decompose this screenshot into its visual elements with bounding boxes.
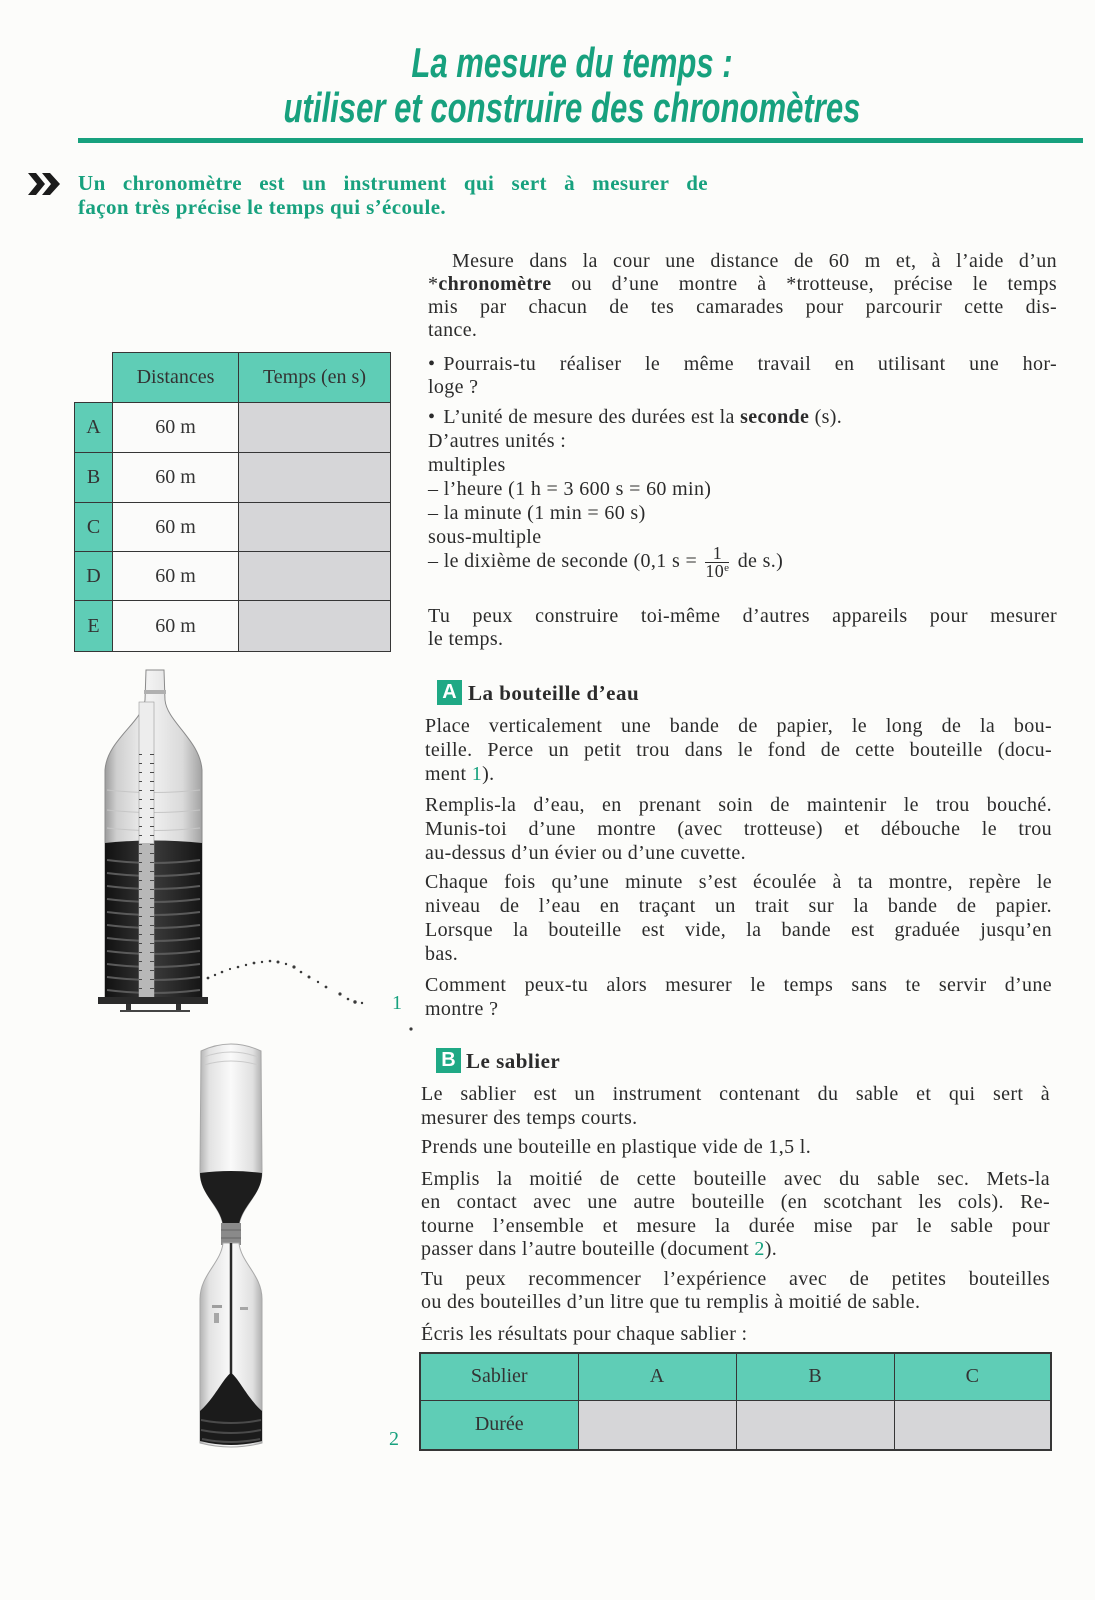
tape-joint	[221, 1223, 241, 1245]
text-line: Remplis-la d’eau, en prenant soin de maintenir le trou bouché.	[425, 794, 1052, 816]
text-line: mis par chacun de tes camarades pour parcourir cette dis-	[428, 296, 1057, 318]
text-line: Tu peux construire toi-même d’autres appareils pour mesurer	[428, 605, 1057, 627]
time-answer-cell[interactable]	[239, 453, 391, 503]
text-line	[428, 405, 1057, 429]
text-fragment: ).	[482, 763, 495, 785]
section-b-paragraph-5	[421, 1322, 1050, 1346]
unit-hour: – l’heure (1 h = 3 600 s = 60 min)	[428, 478, 712, 500]
bottle-hourglass-photo	[190, 1035, 280, 1480]
distance-table-header-row	[75, 353, 391, 403]
page-title-line-2: utiliser et construire des chronomètres	[283, 84, 861, 131]
table-corner	[75, 353, 113, 403]
header-distances: Distances	[113, 353, 239, 403]
term-chronometre: chronomètre	[438, 273, 552, 295]
row-label-duree: Durée	[420, 1400, 578, 1450]
denominator-superscript: e	[724, 561, 730, 574]
sablier-table	[419, 1352, 1052, 1451]
text-line: Place verticalement une bande de papier, le long de la bou-	[425, 715, 1052, 737]
section-b-paragraph-4	[421, 1268, 1050, 1314]
water-bottle-photo	[90, 660, 420, 1045]
table-row	[75, 403, 391, 453]
text-line: au-dessus d’un évier ou d’une cuvette.	[425, 842, 746, 864]
intro-line-2: façon très précise le temps qui s’écoule.	[78, 195, 447, 219]
table-row	[75, 453, 391, 503]
text-fragment: ).	[764, 1237, 778, 1260]
distance-cell: 60 m	[113, 601, 239, 652]
table-row	[75, 503, 391, 552]
distance-cell: 60 m	[113, 403, 239, 453]
fraction-one-tenth	[705, 542, 730, 581]
section-a-paragraph-2	[425, 793, 1052, 865]
figure-1-label: 1	[392, 992, 402, 1014]
duration-answer-cell-a[interactable]	[578, 1400, 736, 1450]
time-answer-cell[interactable]	[239, 552, 391, 601]
text-line: montre ?	[425, 998, 499, 1020]
distance-cell: 60 m	[113, 453, 239, 503]
water-jet	[207, 960, 413, 1031]
text-line: tourne l’ensemble et mesure la durée mise par le sable pour	[421, 1214, 1050, 1237]
text-line: mesurer des temps courts.	[421, 1107, 638, 1129]
header-sablier-b: B	[736, 1353, 894, 1400]
text-line: Chaque fois qu’une minute s’est écoulée à ta montre, repère le	[425, 871, 1052, 893]
denominator-value: 10	[705, 560, 725, 581]
row-label: D	[75, 552, 113, 601]
bottle-stand	[98, 997, 208, 1012]
text-line: Emplis la moitié de cette bouteille avec du sable sec. Mets-la	[421, 1168, 1050, 1190]
distance-cell: 60 m	[113, 552, 239, 601]
submultiple-label: sous-multiple	[428, 526, 542, 548]
row-label: E	[75, 601, 113, 652]
activity-bullet-1	[428, 353, 1057, 399]
distance-cell: 60 m	[113, 503, 239, 552]
duration-answer-cell-c[interactable]	[894, 1400, 1051, 1450]
document-2-reference: 2	[754, 1237, 765, 1260]
time-answer-cell[interactable]	[239, 503, 391, 552]
intro-line-1: Un chronomètre est un instrument qui sert à mesurer de	[78, 171, 708, 195]
header-sablier: Sablier	[420, 1353, 578, 1400]
text-line	[428, 353, 1057, 376]
text-line: teille. Perce un petit trou dans le fond de cette bouteille (docu-	[425, 739, 1052, 761]
section-a-badge: A	[437, 680, 462, 705]
section-b-paragraph-2	[421, 1135, 1050, 1159]
text-line: Lorsque la bouteille est vide, la bande est graduée jusqu’en	[425, 919, 1052, 941]
intro-text	[78, 171, 708, 219]
text-line: le temps.	[428, 628, 504, 650]
text-fragment: ou d’une montre à *trotteuse, précise le temps	[551, 273, 1057, 295]
table-row	[420, 1400, 1051, 1450]
text-line: bas.	[425, 943, 459, 965]
text-line: Prends une bouteille en plastique vide de 1,5 l.	[421, 1136, 812, 1158]
multiples-label: multiples	[428, 454, 506, 476]
text-line: Comment peux-tu alors mesurer le temps sans te servir d’une	[425, 974, 1052, 996]
row-label: C	[75, 503, 113, 552]
text-line: loge ?	[428, 376, 479, 398]
duration-answer-cell-b[interactable]	[736, 1400, 894, 1450]
text-line: Écris les résultats pour chaque sablier :	[421, 1323, 748, 1345]
text-line: Le sablier est un instrument contenant du sable et qui sert à	[421, 1083, 1050, 1105]
units-list	[428, 429, 1057, 581]
text-line	[428, 273, 1057, 296]
units-intro: D’autres unités :	[428, 430, 567, 452]
text-line: niveau de l’eau en traçant un trait sur la bande de papier.	[425, 895, 1052, 917]
activity-bullet-2	[428, 405, 1057, 429]
text-fragment: Pourrais-tu réaliser le même travail en utilisant une hor-	[443, 353, 1057, 375]
figure-2-label: 2	[389, 1428, 399, 1450]
bullet-icon: •	[428, 353, 436, 375]
section-a-heading: La bouteille d’eau	[468, 681, 640, 705]
table-row	[75, 601, 391, 652]
term-seconde: seconde	[740, 406, 810, 428]
section-b-badge: B	[436, 1048, 461, 1073]
header-time: Temps (en s)	[239, 353, 391, 403]
unit-tenth-second	[428, 542, 1057, 581]
text-fragment: L’unité de mesure des durées est la	[443, 406, 741, 428]
section-a-paragraph-1	[425, 714, 1052, 786]
text-line: ou des bouteilles d’un litre que tu remplis à moitié de sable.	[421, 1291, 921, 1313]
glossary-star: *	[428, 273, 439, 295]
fraction-numerator: 1	[705, 545, 729, 563]
text-fragment: (s).	[809, 406, 843, 428]
text-line	[421, 1238, 1050, 1261]
section-a-paragraph-3	[425, 870, 1052, 966]
unit-minute: – la minute (1 min = 60 s)	[428, 502, 646, 524]
table-row	[75, 552, 391, 601]
text-line: en contact avec une autre bouteille (en scotchant les cols). Re-	[421, 1191, 1050, 1214]
section-b-heading: Le sablier	[466, 1049, 561, 1073]
row-label: B	[75, 453, 113, 503]
row-label: A	[75, 403, 113, 453]
fraction-denominator	[705, 560, 730, 581]
double-chevron-icon	[27, 171, 63, 197]
text-fragment: de s.)	[732, 550, 784, 572]
header-sablier-c: C	[894, 1353, 1051, 1400]
time-answer-cell[interactable]	[239, 601, 391, 652]
page-title-line-1: La mesure du temps :	[411, 39, 733, 86]
text-line: Tu peux recommencer l’expérience avec de petites bouteilles	[421, 1268, 1050, 1290]
text-line: tance.	[428, 319, 478, 341]
text-fragment: – le dixième de seconde (0,1 s =	[428, 550, 703, 572]
section-b-paragraph-3	[421, 1168, 1050, 1261]
time-answer-cell[interactable]	[239, 403, 391, 453]
text-fragment: passer dans l’autre bouteille (document	[421, 1237, 755, 1260]
paper-strip	[139, 702, 154, 998]
text-line: Mesure dans la cour une distance de 60 m et, à l’aide d’un	[452, 250, 1057, 272]
top-bottle	[200, 1044, 262, 1225]
activity-paragraph-2	[428, 605, 1057, 651]
sablier-table-header-row	[420, 1353, 1051, 1400]
activity-paragraph-1	[428, 250, 1057, 342]
section-b-paragraph-1	[421, 1082, 1050, 1130]
section-a-paragraph-4	[425, 973, 1052, 1021]
text-line: Munis-toi d’une montre (avec trotteuse) et débouche le trou	[425, 818, 1052, 840]
header-sablier-a: A	[578, 1353, 736, 1400]
document-1-reference: 1	[471, 763, 483, 785]
distance-table	[74, 352, 391, 652]
text-line	[425, 762, 1052, 786]
title-rule	[78, 138, 1083, 143]
text-fragment: ment	[425, 763, 472, 785]
bullet-icon: •	[428, 406, 436, 428]
